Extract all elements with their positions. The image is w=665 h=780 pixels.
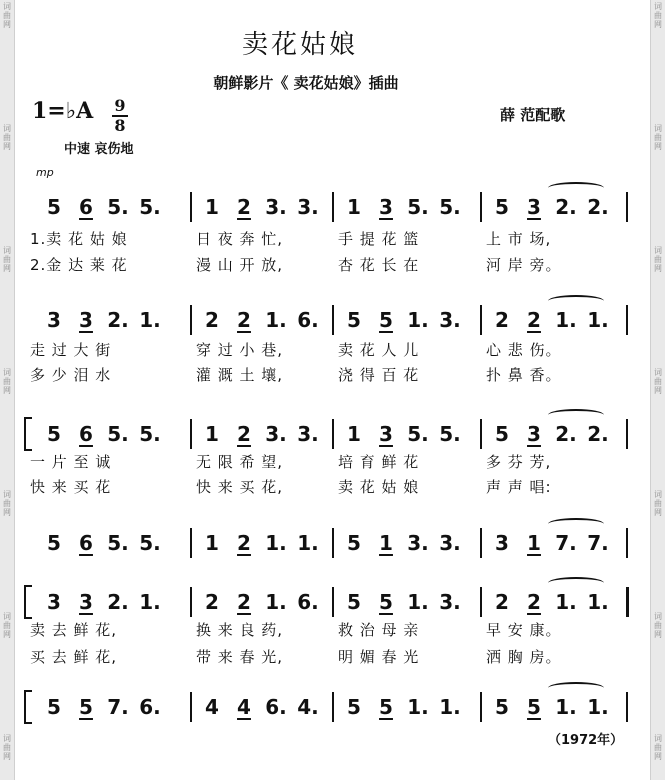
watermark-text: 词 曲 网: [654, 734, 662, 761]
barline: [626, 419, 628, 449]
measure: [38, 585, 166, 619]
lyric-segment: 一 片 至 诚: [30, 453, 112, 471]
measure: [338, 303, 466, 337]
note: 1: [527, 531, 541, 555]
barline: [332, 419, 334, 449]
barline: [480, 192, 482, 222]
measure: [196, 585, 324, 619]
note: 1.: [555, 590, 577, 614]
note: 3: [79, 590, 93, 614]
note: 3: [527, 195, 541, 219]
note: 5.: [407, 195, 429, 219]
note: 6: [79, 422, 93, 446]
watermark-text: 词 曲 网: [3, 124, 11, 151]
barline: [332, 587, 334, 617]
lyric-segment: 卖 花 姑 娘: [338, 478, 420, 496]
note: 2.: [107, 590, 129, 614]
measure: [196, 303, 324, 337]
score-system: [30, 190, 638, 230]
note: 6: [79, 531, 93, 555]
note: 6.: [297, 308, 319, 332]
watermark-text: 词 曲 网: [654, 490, 662, 517]
note: 3: [495, 531, 509, 555]
lyric-segment: 声 声 唱:: [486, 478, 552, 496]
lyric-segment: 快 来 买 花,: [196, 478, 284, 496]
watermark-text: 词 曲 网: [3, 612, 11, 639]
note: 5.: [439, 195, 461, 219]
tie-slur: [548, 295, 604, 307]
measure: [196, 190, 324, 224]
lyric-segment: 上 市 场,: [486, 230, 552, 248]
barline: [332, 692, 334, 722]
note: 7.: [555, 531, 577, 555]
note: 3: [527, 422, 541, 446]
note: 5: [527, 695, 541, 719]
note: 2.: [555, 195, 577, 219]
note: 2: [237, 195, 251, 219]
lyric-segment: 早 安 康。: [486, 621, 562, 639]
dynamic-marking: mp: [36, 166, 54, 179]
barline: [190, 305, 192, 335]
barline: [480, 528, 482, 558]
note: 4.: [297, 695, 319, 719]
measure: [486, 526, 614, 560]
note: 3.: [265, 195, 287, 219]
measure: [338, 417, 466, 451]
score-system: [30, 303, 638, 343]
barline: [626, 192, 628, 222]
repeat-bracket: [24, 417, 32, 451]
note: 6.: [265, 695, 287, 719]
lyric-segment: 多 芬 芳,: [486, 453, 552, 471]
note: 3: [379, 195, 393, 219]
note: 1.: [139, 308, 161, 332]
note: 1.: [265, 531, 287, 555]
note: 5.: [439, 422, 461, 446]
note: 2: [237, 308, 251, 332]
lyric-segment: 多 少 泪 水: [30, 366, 112, 384]
note: 1.: [407, 695, 429, 719]
measure: [38, 303, 166, 337]
measure: [38, 190, 166, 224]
note: 1.: [555, 308, 577, 332]
tie-slur: [548, 577, 604, 589]
note: 3.: [439, 531, 461, 555]
note: 1.: [439, 695, 461, 719]
lyric-segment: 明 媚 春 光: [338, 648, 420, 666]
note: 5: [47, 422, 61, 446]
lyric-segment: 漫 山 开 放,: [196, 256, 284, 274]
watermark-text: 词 曲 网: [654, 246, 662, 273]
lyric-segment: 杏 花 长 在: [338, 256, 420, 274]
note: 2: [237, 422, 251, 446]
note: 1.: [587, 308, 609, 332]
score-system: [30, 526, 638, 566]
note: 4: [237, 695, 251, 719]
note: 6.: [297, 590, 319, 614]
watermark-text: 词 曲 网: [3, 246, 11, 273]
note: 2: [237, 590, 251, 614]
tie-slur: [548, 518, 604, 530]
note: 5: [47, 695, 61, 719]
watermark-text: 词 曲 网: [3, 490, 11, 517]
note: 2: [495, 590, 509, 614]
note: 3: [379, 422, 393, 446]
lyric-segment: 手 提 花 篮: [338, 230, 420, 248]
measure: [38, 690, 166, 724]
note: 1.: [139, 590, 161, 614]
barline: [190, 419, 192, 449]
lyric-segment: 日 夜 奔 忙,: [196, 230, 284, 248]
measure: [338, 526, 466, 560]
note: 1.: [265, 590, 287, 614]
lyric-line: [30, 619, 638, 639]
key-signature: 1=♭A: [32, 98, 94, 124]
note: 6.: [139, 695, 161, 719]
song-title: 卖花姑娘: [241, 30, 358, 60]
note: 1: [205, 531, 219, 555]
note: 2: [527, 308, 541, 332]
measure: [338, 585, 466, 619]
lyric-segment: 救 治 母 亲: [338, 621, 420, 639]
barline: [480, 305, 482, 335]
lyric-line: [30, 228, 638, 248]
note: 4: [205, 695, 219, 719]
note: 1.: [555, 695, 577, 719]
note: 5: [379, 695, 393, 719]
lyric-segment: 穿 过 小 巷,: [196, 341, 284, 359]
lyric-segment: 换 来 良 药,: [196, 621, 284, 639]
measure: [486, 585, 614, 619]
measure: [196, 417, 324, 451]
note: 3.: [297, 422, 319, 446]
repeat-bracket: [24, 585, 32, 619]
note: 2: [527, 590, 541, 614]
barline: [626, 692, 628, 722]
note: 5: [379, 590, 393, 614]
tie-slur: [548, 182, 604, 194]
note: 5: [347, 531, 361, 555]
tie-slur: [548, 409, 604, 421]
song-subtitle: 朝鲜影片《 卖花姑娘》插曲: [213, 74, 399, 92]
lyric-segment: 快 来 买 花: [30, 478, 112, 496]
note: 5: [495, 195, 509, 219]
watermark-text: 词 曲 网: [654, 612, 662, 639]
note: 5: [47, 531, 61, 555]
barline: [190, 528, 192, 558]
note: 5: [347, 695, 361, 719]
left-watermark-strip: [0, 0, 15, 780]
note: 2: [205, 590, 219, 614]
year-note: （1972年）: [548, 733, 624, 748]
lyric-segment: 无 限 希 望,: [196, 453, 284, 471]
watermark-text: 词 曲 网: [3, 368, 11, 395]
note: 1: [205, 195, 219, 219]
lyric-line: [30, 451, 638, 471]
lyric-segment: 走 过 大 街: [30, 341, 112, 359]
lyric-segment: 培 育 鲜 花: [338, 453, 420, 471]
barline: [480, 587, 482, 617]
barline: [626, 528, 628, 558]
lyric-line: [30, 339, 638, 359]
note: 5: [495, 695, 509, 719]
barline: [332, 305, 334, 335]
measure: [38, 526, 166, 560]
watermark-text: 词 曲 网: [3, 734, 11, 761]
repeat-bracket: [24, 690, 32, 724]
note: 3.: [439, 590, 461, 614]
watermark-text: 词 曲 网: [654, 124, 662, 151]
note: 3.: [265, 422, 287, 446]
note: 5.: [407, 422, 429, 446]
lyric-segment: 灌 溉 土 壤,: [196, 366, 284, 384]
watermark-text: 词 曲 网: [654, 368, 662, 395]
note: 5.: [107, 195, 129, 219]
note: 1.: [587, 590, 609, 614]
barline: [190, 192, 192, 222]
lyric-segment: 卖 去 鲜 花,: [30, 621, 118, 639]
measure: [486, 190, 614, 224]
note: 7.: [587, 531, 609, 555]
lyric-line: [30, 476, 638, 496]
barline: [190, 587, 192, 617]
right-watermark-strip: [650, 0, 665, 780]
note: 2.: [587, 422, 609, 446]
note: 5: [379, 308, 393, 332]
barline: [190, 692, 192, 722]
time-signature: [112, 98, 128, 134]
lyricist-credit: 薛 范配歌: [500, 106, 566, 124]
note: 5.: [139, 531, 161, 555]
lyric-segment: 卖 花 人 儿: [338, 341, 420, 359]
lyric-segment: 心 悲 伤。: [486, 341, 562, 359]
note: 1.: [407, 590, 429, 614]
note: 5.: [139, 195, 161, 219]
lyric-segment: 扑 鼻 香。: [486, 366, 562, 384]
watermark-text: 词 曲 网: [654, 2, 662, 29]
lyric-segment: 洒 胸 房。: [486, 648, 562, 666]
note: 5.: [139, 422, 161, 446]
time-denominator: 8: [114, 116, 126, 135]
measure: [196, 526, 324, 560]
note: 1.: [407, 308, 429, 332]
measure: [38, 417, 166, 451]
lyric-segment: 1.卖 花 姑 娘: [30, 230, 128, 248]
note: 1: [379, 531, 393, 555]
note: 5: [495, 422, 509, 446]
note: 5.: [107, 422, 129, 446]
note: 2.: [107, 308, 129, 332]
note: 7.: [107, 695, 129, 719]
barline: [480, 692, 482, 722]
score-system: [30, 690, 638, 730]
barline: [480, 419, 482, 449]
note: 3: [47, 590, 61, 614]
note: 1.: [587, 695, 609, 719]
lyric-segment: 买 去 鲜 花,: [30, 648, 118, 666]
note: 1: [347, 195, 361, 219]
note: 1.: [297, 531, 319, 555]
note: 2.: [587, 195, 609, 219]
note: 6: [79, 195, 93, 219]
measure: [338, 190, 466, 224]
note: 3.: [439, 308, 461, 332]
lyric-line: [30, 364, 638, 384]
note: 1.: [265, 308, 287, 332]
time-numerator: 9: [114, 96, 126, 115]
lyric-line: [30, 646, 638, 666]
note: 5: [47, 195, 61, 219]
note: 5.: [107, 531, 129, 555]
measure: [486, 417, 614, 451]
note: 1: [347, 422, 361, 446]
measure: [196, 690, 324, 724]
lyric-segment: 带 来 春 光,: [196, 648, 284, 666]
note: 1: [205, 422, 219, 446]
note: 2: [205, 308, 219, 332]
note: 3.: [297, 195, 319, 219]
lyric-segment: 浇 得 百 花: [338, 366, 420, 384]
lyric-segment: 2.金 达 莱 花: [30, 256, 128, 274]
note: 2: [495, 308, 509, 332]
note: 5: [79, 695, 93, 719]
measure: [338, 690, 466, 724]
note: 2: [237, 531, 251, 555]
barline: [626, 587, 629, 617]
watermark-text: 词 曲 网: [3, 2, 11, 29]
note: 5: [347, 308, 361, 332]
measure: [486, 303, 614, 337]
lyric-segment: 河 岸 旁。: [486, 256, 562, 274]
measure: [486, 690, 614, 724]
barline: [626, 305, 628, 335]
note: 3: [47, 308, 61, 332]
note: 5: [347, 590, 361, 614]
tie-slur: [548, 682, 604, 694]
lyric-line: [30, 254, 638, 274]
note: 2.: [555, 422, 577, 446]
note: 3: [79, 308, 93, 332]
barline: [332, 192, 334, 222]
barline: [332, 528, 334, 558]
tempo-marking: 中速 哀伤地: [64, 142, 134, 157]
note: 3.: [407, 531, 429, 555]
